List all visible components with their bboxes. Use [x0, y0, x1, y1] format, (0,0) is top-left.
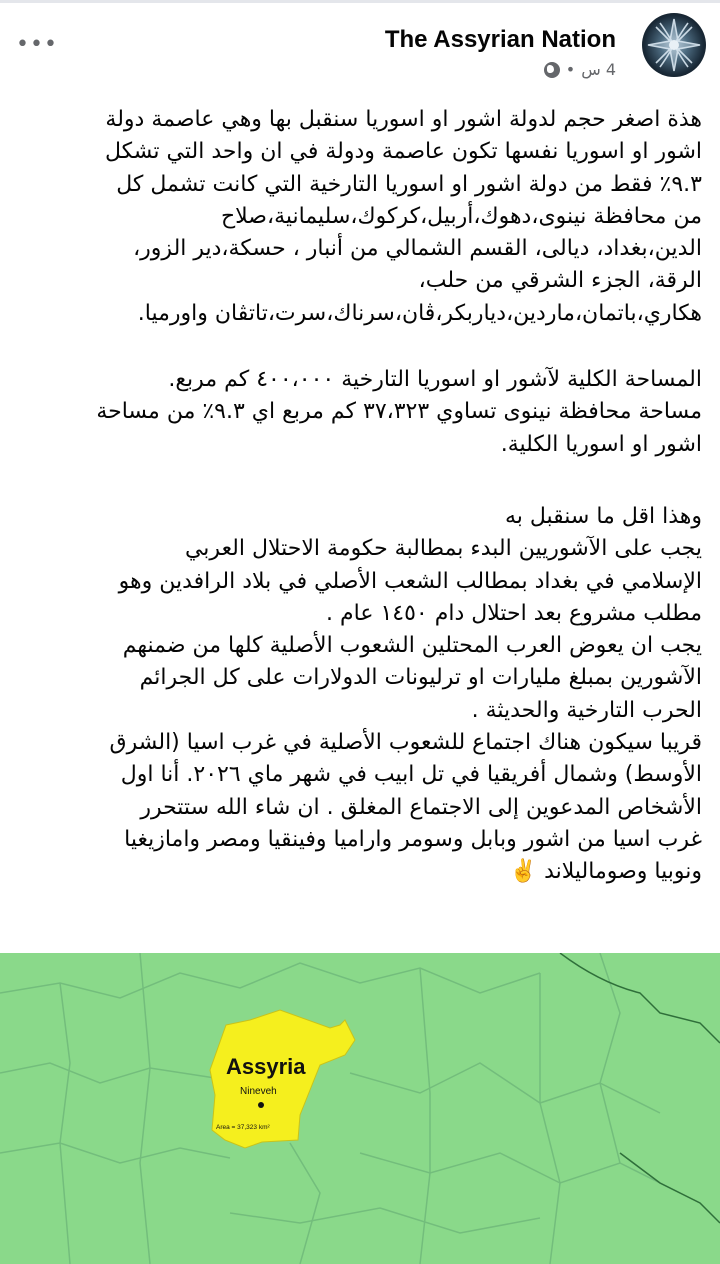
- more-options-button[interactable]: •••: [16, 32, 58, 57]
- post-line: اشور او اسوريا نفسها تكون عاصمة ودولة في ان واحد التي تشكل: [105, 139, 702, 165]
- post-line: ٩.٣٪ فقط من دولة اشور او اسوريا التارخية التي كانت تشمل كل: [116, 171, 702, 197]
- post-line: غرب اسيا من اشور وبابل وسومر واراميا وفينقيا ومصر وامازيغيا: [124, 826, 702, 852]
- post-line: الإسلامي في بغداد بمطالب الشعب الأصلي في بلاد الرافدين وهو: [118, 568, 702, 594]
- post-line: قريبا سيكون هناك اجتماع للشعوب الأصلية في غرب اسيا (الشرق: [109, 730, 702, 756]
- post-line: هكاري،باتمان،ماردين،دياربكر،ڤان،سرناك،سرت،تاتڤان واورميا.: [137, 300, 702, 326]
- globe-icon: [544, 62, 560, 78]
- post-header: [0, 10, 720, 90]
- page-name[interactable]: The Assyrian Nation: [384, 26, 616, 53]
- post-time[interactable]: 4 س: [581, 60, 616, 79]
- post-line: هذة اصغر حجم لدولة اشور او اسوريا سنقبل بها وهي عاصمة دولة: [105, 107, 702, 132]
- map-area-label: Area = 37,323 km²: [216, 1124, 270, 1131]
- post-line: من محافظة نينوى،دهوك،أربيل،كركوك،سليمانية،صلاح: [220, 203, 702, 229]
- top-divider: [0, 0, 720, 3]
- post-line: الحرب التارخية والحديثة .: [471, 697, 702, 723]
- post-meta: [544, 60, 616, 79]
- post-line: اشور او اسوريا الكلية.: [500, 431, 702, 457]
- page-avatar[interactable]: [642, 13, 706, 77]
- post-line: مساحة محافظة نينوى تساوي ٣٧،٣٢٣ كم مربع اي ٩.٣٪ من مساحة: [96, 399, 702, 425]
- post-line: المساحة الكلية لآشور او اسوريا التارخية ٤٠٠،٠٠٠ كم مربع.: [168, 367, 702, 393]
- post-line: يجب على الآشوريين البدء بمطالبة حكومة الاحتلال العربي: [184, 536, 702, 562]
- map-city-label: Nineveh: [240, 1086, 277, 1097]
- post-line: الأوسط) وشمال أفريقيا في تل ابيب في شهر ماي ٢٠٢٦. أنا اول: [120, 762, 702, 788]
- post-line: ونوبيا وصوماليلاند ✌️: [509, 859, 702, 885]
- post-text: [16, 104, 702, 889]
- post-line: الدين،بغداد، ديالى، القسم الشمالي من أنبار ، حسكة،دير الزور،: [133, 236, 702, 262]
- post-line: الرقة، الجزء الشرقي من حلب،: [418, 268, 702, 294]
- assyrian-star-icon: [642, 13, 706, 77]
- post-image-map[interactable]: [0, 953, 720, 1264]
- post-line: الآشورين بمبلغ مليارات او ترليونات الدولارات على كل الجرائم: [139, 665, 702, 691]
- meta-separator: •: [565, 60, 576, 79]
- map-region-label: Assyria: [226, 1054, 306, 1079]
- post-line: وهذا اقل ما سنقبل به: [504, 503, 702, 529]
- post-line: مطلب مشروع بعد احتلال دام ١٤٥٠ عام .: [326, 600, 702, 626]
- post-line: الأشخاص المدعوين إلى الاجتماع المغلق . ان شاء الله ستتحرر: [140, 794, 702, 820]
- post-line: يجب ان يعوض العرب المحتلين الشعوب الأصلية كلها من ضمنهم: [122, 633, 702, 659]
- map-graphic: [0, 953, 720, 1264]
